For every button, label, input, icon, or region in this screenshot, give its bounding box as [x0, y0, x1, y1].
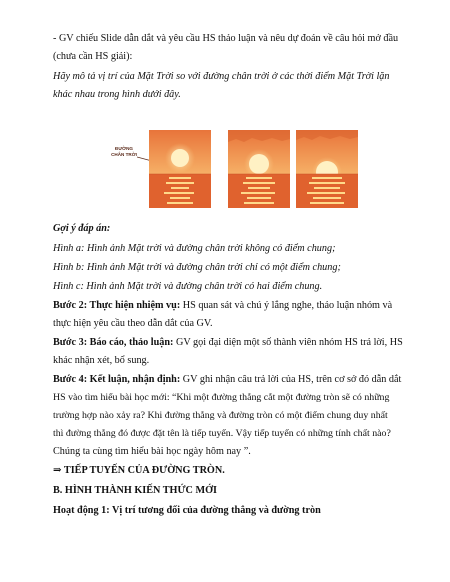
- figure-a-sunset-image: [149, 130, 211, 208]
- question-line-1: Hãy mô tả vị trí của Mặt Trời so với đường chân trời ở các thời điểm Mặt Trời lặn: [53, 71, 390, 82]
- step2-line-2: thực hiện yêu cầu theo dẫn dắt của GV.: [53, 318, 213, 329]
- intro-line-2: (chưa cần HS giải):: [53, 51, 133, 62]
- intro-line-1: - GV chiếu Slide dẫn dắt và yêu cầu HS thảo luận và nêu dự đoán về câu hỏi mở đầu: [53, 33, 399, 44]
- step4-line-4: thì đường thẳng đó được đặt tên là tiếp tuyến. Vậy tiếp tuyến có những tính chất nào?: [53, 428, 391, 439]
- step3-line-2: khác nhận xét, bổ sung.: [53, 355, 150, 366]
- step4-line-1: [53, 371, 405, 389]
- step3-text-1: GV gọi đại diện một số thành viên nhóm HS trả lời, HS: [173, 337, 403, 348]
- activity-1-heading: Hoạt động 1: Vị trí tương đối của đường thẳng và đường tròn: [53, 505, 321, 516]
- answer-b: Hình b: Hình ảnh Mặt trời và đường chân trời chỉ có một điểm chung;: [53, 262, 341, 273]
- step4-line-3: trường hợp nào xảy ra? Khi đường thẳng và đường tròn có một điểm chung duy nhất: [53, 410, 388, 421]
- step4-line-5: Chúng ta cùng tìm hiểu bài học ngày hôm nay ”.: [53, 446, 251, 457]
- answer-a: Hình a: Hình ảnh Mặt trời và đường chân trời không có điểm chung;: [53, 243, 336, 254]
- answer-c: Hình c: Hình ảnh Mặt trời và đường chân trời có hai điểm chung.: [53, 281, 323, 292]
- step4-line-2: HS vào tìm hiểu bài học mới: “Khi một đường thẳng cắt một đường tròn sẽ có những: [53, 392, 390, 403]
- callout-line-2: CHÂN TRỜI: [111, 151, 137, 157]
- sunset-figures: [104, 130, 354, 210]
- figure-c-sunset-image: [296, 130, 358, 208]
- hint-title: Gợi ý đáp án:: [53, 223, 111, 234]
- step2-label: Bước 2: Thực hiện nhiệm vụ:: [53, 300, 181, 311]
- step3-line-1: [53, 334, 405, 352]
- step2-text-1: HS quan sát và chú ý lắng nghe, thảo luận nhóm và: [180, 300, 393, 311]
- question-line-2: khác nhau trong hình dưới đây.: [53, 89, 181, 100]
- section-b-heading: B. HÌNH THÀNH KIẾN THỨC MỚI: [53, 485, 217, 496]
- callout-line-1: ĐƯỜNG: [115, 146, 133, 151]
- step4-label: Bước 4: Kết luận, nhận định:: [53, 374, 181, 385]
- figure-b-sunset-image: [228, 130, 290, 208]
- lesson-title: ⇒ TIẾP TUYẾN CỦA ĐƯỜNG TRÒN.: [53, 465, 225, 476]
- step2-line-1: [53, 297, 405, 315]
- step4-text-1: GV ghi nhận câu trả lời của HS, trên cơ sở đó dẫn dắt: [180, 374, 402, 385]
- step3-label: Bước 3: Báo cáo, thảo luận:: [53, 337, 174, 348]
